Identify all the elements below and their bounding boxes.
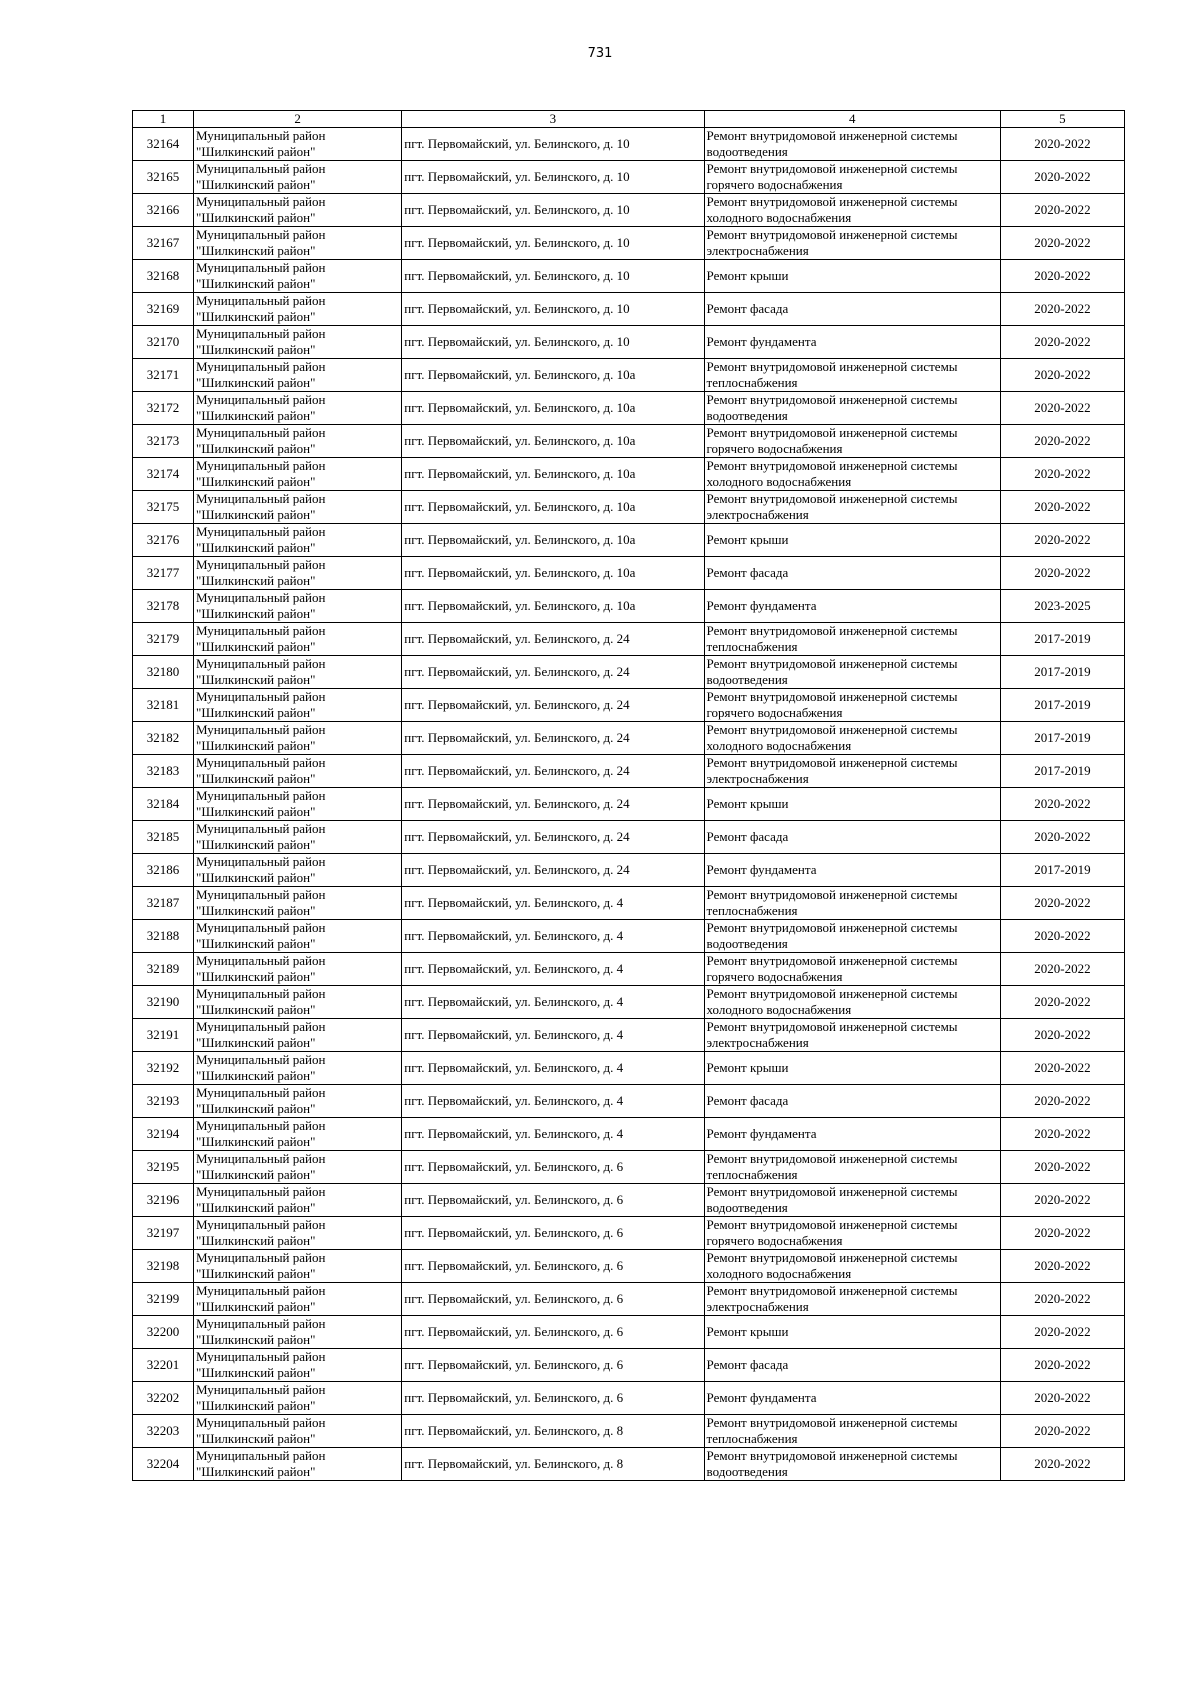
address-cell: пгт. Первомайский, ул. Белинского, д. 24 <box>402 788 704 821</box>
address-cell: пгт. Первомайский, ул. Белинского, д. 6 <box>402 1316 704 1349</box>
work-type-cell: Ремонт крыши <box>704 524 1000 557</box>
period-cell: 2020-2022 <box>1000 326 1124 359</box>
district-cell: Муниципальный район "Шилкинский район" <box>194 194 402 227</box>
work-type-cell: Ремонт внутридомовой инженерной системы водоотведения <box>704 1448 1000 1481</box>
row-number: 32186 <box>133 854 194 887</box>
district-cell: Муниципальный район "Шилкинский район" <box>194 755 402 788</box>
work-type-cell: Ремонт внутридомовой инженерной системы водоотведения <box>704 392 1000 425</box>
period-cell: 2020-2022 <box>1000 1415 1124 1448</box>
address-cell: пгт. Первомайский, ул. Белинского, д. 10 <box>402 194 704 227</box>
table-row <box>133 920 1125 953</box>
district-cell: Муниципальный район "Шилкинский район" <box>194 293 402 326</box>
work-type-cell: Ремонт внутридомовой инженерной системы горячего водоснабжения <box>704 689 1000 722</box>
address-cell: пгт. Первомайский, ул. Белинского, д. 6 <box>402 1151 704 1184</box>
row-number: 32196 <box>133 1184 194 1217</box>
row-number: 32195 <box>133 1151 194 1184</box>
table-row <box>133 194 1125 227</box>
address-cell: пгт. Первомайский, ул. Белинского, д. 10 <box>402 260 704 293</box>
district-cell: Муниципальный район "Шилкинский район" <box>194 425 402 458</box>
district-cell: Муниципальный район "Шилкинский район" <box>194 458 402 491</box>
address-cell: пгт. Первомайский, ул. Белинского, д. 10 <box>402 128 704 161</box>
address-cell: пгт. Первомайский, ул. Белинского, д. 10а <box>402 524 704 557</box>
district-cell: Муниципальный район "Шилкинский район" <box>194 1217 402 1250</box>
address-cell: пгт. Первомайский, ул. Белинского, д. 4 <box>402 1118 704 1151</box>
work-type-cell: Ремонт внутридомовой инженерной системы водоотведения <box>704 920 1000 953</box>
address-cell: пгт. Первомайский, ул. Белинского, д. 4 <box>402 986 704 1019</box>
table-row <box>133 689 1125 722</box>
district-cell: Муниципальный район "Шилкинский район" <box>194 722 402 755</box>
table-row <box>133 458 1125 491</box>
table-row <box>133 1184 1125 1217</box>
row-number: 32172 <box>133 392 194 425</box>
address-cell: пгт. Первомайский, ул. Белинского, д. 10а <box>402 491 704 524</box>
table-row <box>133 590 1125 623</box>
address-cell: пгт. Первомайский, ул. Белинского, д. 10а <box>402 425 704 458</box>
work-type-cell: Ремонт внутридомовой инженерной системы водоотведения <box>704 128 1000 161</box>
work-type-cell: Ремонт фундамента <box>704 590 1000 623</box>
district-cell: Муниципальный район "Шилкинский район" <box>194 1415 402 1448</box>
district-cell: Муниципальный район "Шилкинский район" <box>194 392 402 425</box>
work-type-cell: Ремонт внутридомовой инженерной системы электроснабжения <box>704 227 1000 260</box>
work-type-cell: Ремонт внутридомовой инженерной системы холодного водоснабжения <box>704 458 1000 491</box>
work-type-cell: Ремонт внутридомовой инженерной системы горячего водоснабжения <box>704 161 1000 194</box>
period-cell: 2020-2022 <box>1000 1151 1124 1184</box>
row-number: 32184 <box>133 788 194 821</box>
table-row <box>133 557 1125 590</box>
table-row <box>133 755 1125 788</box>
table-row <box>133 326 1125 359</box>
district-cell: Муниципальный район "Шилкинский район" <box>194 1448 402 1481</box>
district-cell: Муниципальный район "Шилкинский район" <box>194 1184 402 1217</box>
table-row <box>133 524 1125 557</box>
district-cell: Муниципальный район "Шилкинский район" <box>194 128 402 161</box>
period-cell: 2020-2022 <box>1000 1052 1124 1085</box>
column-header: 2 <box>194 111 402 128</box>
row-number: 32174 <box>133 458 194 491</box>
table-row <box>133 128 1125 161</box>
district-cell: Муниципальный район "Шилкинский район" <box>194 1316 402 1349</box>
table-row <box>133 821 1125 854</box>
period-cell: 2020-2022 <box>1000 887 1124 920</box>
row-number: 32200 <box>133 1316 194 1349</box>
table-row <box>133 1349 1125 1382</box>
address-cell: пгт. Первомайский, ул. Белинского, д. 4 <box>402 1085 704 1118</box>
work-type-cell: Ремонт внутридомовой инженерной системы теплоснабжения <box>704 359 1000 392</box>
period-cell: 2020-2022 <box>1000 524 1124 557</box>
work-type-cell: Ремонт внутридомовой инженерной системы холодного водоснабжения <box>704 722 1000 755</box>
period-cell: 2020-2022 <box>1000 1349 1124 1382</box>
address-cell: пгт. Первомайский, ул. Белинского, д. 10 <box>402 161 704 194</box>
table-row <box>133 1019 1125 1052</box>
table-row <box>133 1118 1125 1151</box>
work-type-cell: Ремонт внутридомовой инженерной системы теплоснабжения <box>704 887 1000 920</box>
table-row <box>133 392 1125 425</box>
row-number: 32180 <box>133 656 194 689</box>
row-number: 32179 <box>133 623 194 656</box>
district-cell: Муниципальный район "Шилкинский район" <box>194 689 402 722</box>
row-number: 32164 <box>133 128 194 161</box>
period-cell: 2020-2022 <box>1000 1316 1124 1349</box>
period-cell: 2020-2022 <box>1000 128 1124 161</box>
address-cell: пгт. Первомайский, ул. Белинского, д. 24 <box>402 689 704 722</box>
address-cell: пгт. Первомайский, ул. Белинского, д. 10 <box>402 227 704 260</box>
district-cell: Муниципальный район "Шилкинский район" <box>194 1019 402 1052</box>
work-type-cell: Ремонт крыши <box>704 1316 1000 1349</box>
column-header: 5 <box>1000 111 1124 128</box>
row-number: 32165 <box>133 161 194 194</box>
row-number: 32183 <box>133 755 194 788</box>
address-cell: пгт. Первомайский, ул. Белинского, д. 24 <box>402 722 704 755</box>
district-cell: Муниципальный район "Шилкинский район" <box>194 1283 402 1316</box>
table-row <box>133 425 1125 458</box>
row-number: 32201 <box>133 1349 194 1382</box>
table-row <box>133 1382 1125 1415</box>
address-cell: пгт. Первомайский, ул. Белинского, д. 6 <box>402 1250 704 1283</box>
row-number: 32171 <box>133 359 194 392</box>
address-cell: пгт. Первомайский, ул. Белинского, д. 24 <box>402 755 704 788</box>
period-cell: 2020-2022 <box>1000 1283 1124 1316</box>
period-cell: 2020-2022 <box>1000 821 1124 854</box>
district-cell: Муниципальный район "Шилкинский район" <box>194 1250 402 1283</box>
header-row <box>133 111 1125 128</box>
work-type-cell: Ремонт фасада <box>704 557 1000 590</box>
work-type-cell: Ремонт внутридомовой инженерной системы теплоснабжения <box>704 1415 1000 1448</box>
address-cell: пгт. Первомайский, ул. Белинского, д. 10а <box>402 458 704 491</box>
address-cell: пгт. Первомайский, ул. Белинского, д. 8 <box>402 1448 704 1481</box>
table-row <box>133 260 1125 293</box>
district-cell: Муниципальный район "Шилкинский район" <box>194 623 402 656</box>
work-type-cell: Ремонт внутридомовой инженерной системы теплоснабжения <box>704 623 1000 656</box>
row-number: 32202 <box>133 1382 194 1415</box>
period-cell: 2020-2022 <box>1000 194 1124 227</box>
work-type-cell: Ремонт фасада <box>704 1085 1000 1118</box>
row-number: 32177 <box>133 557 194 590</box>
period-cell: 2020-2022 <box>1000 1448 1124 1481</box>
row-number: 32175 <box>133 491 194 524</box>
row-number: 32185 <box>133 821 194 854</box>
address-cell: пгт. Первомайский, ул. Белинского, д. 10 <box>402 326 704 359</box>
district-cell: Муниципальный район "Шилкинский район" <box>194 1085 402 1118</box>
table-row <box>133 1085 1125 1118</box>
period-cell: 2020-2022 <box>1000 359 1124 392</box>
register-table <box>132 110 1125 1481</box>
table-body <box>133 128 1125 1481</box>
address-cell: пгт. Первомайский, ул. Белинского, д. 10а <box>402 557 704 590</box>
row-number: 32203 <box>133 1415 194 1448</box>
row-number: 32194 <box>133 1118 194 1151</box>
address-cell: пгт. Первомайский, ул. Белинского, д. 6 <box>402 1184 704 1217</box>
work-type-cell: Ремонт крыши <box>704 1052 1000 1085</box>
district-cell: Муниципальный район "Шилкинский район" <box>194 260 402 293</box>
district-cell: Муниципальный район "Шилкинский район" <box>194 491 402 524</box>
work-type-cell: Ремонт внутридомовой инженерной системы электроснабжения <box>704 1283 1000 1316</box>
period-cell: 2020-2022 <box>1000 986 1124 1019</box>
row-number: 32188 <box>133 920 194 953</box>
work-type-cell: Ремонт внутридомовой инженерной системы водоотведения <box>704 1184 1000 1217</box>
address-cell: пгт. Первомайский, ул. Белинского, д. 24 <box>402 656 704 689</box>
district-cell: Муниципальный район "Шилкинский район" <box>194 920 402 953</box>
work-type-cell: Ремонт внутридомовой инженерной системы горячего водоснабжения <box>704 425 1000 458</box>
district-cell: Муниципальный район "Шилкинский район" <box>194 887 402 920</box>
district-cell: Муниципальный район "Шилкинский район" <box>194 524 402 557</box>
table-row <box>133 1448 1125 1481</box>
table-row <box>133 722 1125 755</box>
work-type-cell: Ремонт внутридомовой инженерной системы холодного водоснабжения <box>704 194 1000 227</box>
table-header <box>133 111 1125 128</box>
row-number: 32193 <box>133 1085 194 1118</box>
work-type-cell: Ремонт фундамента <box>704 1382 1000 1415</box>
district-cell: Муниципальный район "Шилкинский район" <box>194 590 402 623</box>
table-row <box>133 854 1125 887</box>
district-cell: Муниципальный район "Шилкинский район" <box>194 854 402 887</box>
table-row <box>133 161 1125 194</box>
district-cell: Муниципальный район "Шилкинский район" <box>194 788 402 821</box>
period-cell: 2017-2019 <box>1000 656 1124 689</box>
district-cell: Муниципальный район "Шилкинский район" <box>194 326 402 359</box>
work-type-cell: Ремонт внутридомовой инженерной системы электроснабжения <box>704 491 1000 524</box>
address-cell: пгт. Первомайский, ул. Белинского, д. 4 <box>402 920 704 953</box>
row-number: 32191 <box>133 1019 194 1052</box>
page-number: 731 <box>587 46 613 61</box>
table-row <box>133 986 1125 1019</box>
table-row <box>133 953 1125 986</box>
row-number: 32170 <box>133 326 194 359</box>
address-cell: пгт. Первомайский, ул. Белинского, д. 10 <box>402 293 704 326</box>
table-row <box>133 293 1125 326</box>
address-cell: пгт. Первомайский, ул. Белинского, д. 24 <box>402 623 704 656</box>
address-cell: пгт. Первомайский, ул. Белинского, д. 4 <box>402 1052 704 1085</box>
column-header: 1 <box>133 111 194 128</box>
district-cell: Муниципальный район "Шилкинский район" <box>194 161 402 194</box>
work-type-cell: Ремонт внутридомовой инженерной системы электроснабжения <box>704 1019 1000 1052</box>
period-cell: 2017-2019 <box>1000 722 1124 755</box>
district-cell: Муниципальный район "Шилкинский район" <box>194 986 402 1019</box>
district-cell: Муниципальный район "Шилкинский район" <box>194 953 402 986</box>
row-number: 32173 <box>133 425 194 458</box>
table-row <box>133 1283 1125 1316</box>
row-number: 32199 <box>133 1283 194 1316</box>
table-row <box>133 1151 1125 1184</box>
row-number: 32189 <box>133 953 194 986</box>
table-row <box>133 1415 1125 1448</box>
work-type-cell: Ремонт внутридомовой инженерной системы водоотведения <box>704 656 1000 689</box>
table-row <box>133 227 1125 260</box>
row-number: 32198 <box>133 1250 194 1283</box>
period-cell: 2020-2022 <box>1000 1019 1124 1052</box>
address-cell: пгт. Первомайский, ул. Белинского, д. 6 <box>402 1349 704 1382</box>
period-cell: 2020-2022 <box>1000 1217 1124 1250</box>
row-number: 32169 <box>133 293 194 326</box>
address-cell: пгт. Первомайский, ул. Белинского, д. 4 <box>402 887 704 920</box>
period-cell: 2020-2022 <box>1000 557 1124 590</box>
address-cell: пгт. Первомайский, ул. Белинского, д. 10а <box>402 359 704 392</box>
table-row <box>133 491 1125 524</box>
period-cell: 2017-2019 <box>1000 755 1124 788</box>
work-type-cell: Ремонт крыши <box>704 788 1000 821</box>
row-number: 32176 <box>133 524 194 557</box>
table-row <box>133 788 1125 821</box>
address-cell: пгт. Первомайский, ул. Белинского, д. 6 <box>402 1382 704 1415</box>
work-type-cell: Ремонт внутридомовой инженерной системы электроснабжения <box>704 755 1000 788</box>
period-cell: 2020-2022 <box>1000 1184 1124 1217</box>
work-type-cell: Ремонт фундамента <box>704 326 1000 359</box>
period-cell: 2017-2019 <box>1000 689 1124 722</box>
row-number: 32181 <box>133 689 194 722</box>
work-type-cell: Ремонт внутридомовой инженерной системы горячего водоснабжения <box>704 953 1000 986</box>
table-row <box>133 1316 1125 1349</box>
period-cell: 2020-2022 <box>1000 260 1124 293</box>
row-number: 32178 <box>133 590 194 623</box>
row-number: 32204 <box>133 1448 194 1481</box>
table-row <box>133 887 1125 920</box>
period-cell: 2020-2022 <box>1000 392 1124 425</box>
row-number: 32187 <box>133 887 194 920</box>
table-row <box>133 1217 1125 1250</box>
period-cell: 2017-2019 <box>1000 623 1124 656</box>
work-type-cell: Ремонт фундамента <box>704 854 1000 887</box>
district-cell: Муниципальный район "Шилкинский район" <box>194 359 402 392</box>
row-number: 32168 <box>133 260 194 293</box>
table-row <box>133 1052 1125 1085</box>
address-cell: пгт. Первомайский, ул. Белинского, д. 10а <box>402 590 704 623</box>
district-cell: Муниципальный район "Шилкинский район" <box>194 1052 402 1085</box>
district-cell: Муниципальный район "Шилкинский район" <box>194 1382 402 1415</box>
period-cell: 2020-2022 <box>1000 425 1124 458</box>
table-row <box>133 1250 1125 1283</box>
district-cell: Муниципальный район "Шилкинский район" <box>194 227 402 260</box>
row-number: 32167 <box>133 227 194 260</box>
address-cell: пгт. Первомайский, ул. Белинского, д. 8 <box>402 1415 704 1448</box>
district-cell: Муниципальный район "Шилкинский район" <box>194 821 402 854</box>
period-cell: 2020-2022 <box>1000 227 1124 260</box>
work-type-cell: Ремонт фасада <box>704 821 1000 854</box>
work-type-cell: Ремонт внутридомовой инженерной системы холодного водоснабжения <box>704 1250 1000 1283</box>
address-cell: пгт. Первомайский, ул. Белинского, д. 6 <box>402 1283 704 1316</box>
period-cell: 2020-2022 <box>1000 491 1124 524</box>
period-cell: 2020-2022 <box>1000 161 1124 194</box>
table-row <box>133 359 1125 392</box>
row-number: 32182 <box>133 722 194 755</box>
column-header: 4 <box>704 111 1000 128</box>
period-cell: 2020-2022 <box>1000 1118 1124 1151</box>
work-type-cell: Ремонт внутридомовой инженерной системы холодного водоснабжения <box>704 986 1000 1019</box>
row-number: 32190 <box>133 986 194 1019</box>
period-cell: 2020-2022 <box>1000 1085 1124 1118</box>
period-cell: 2020-2022 <box>1000 1382 1124 1415</box>
column-header: 3 <box>402 111 704 128</box>
work-type-cell: Ремонт фасада <box>704 1349 1000 1382</box>
period-cell: 2023-2025 <box>1000 590 1124 623</box>
district-cell: Муниципальный район "Шилкинский район" <box>194 656 402 689</box>
period-cell: 2020-2022 <box>1000 458 1124 491</box>
work-type-cell: Ремонт крыши <box>704 260 1000 293</box>
district-cell: Муниципальный район "Шилкинский район" <box>194 1349 402 1382</box>
address-cell: пгт. Первомайский, ул. Белинского, д. 4 <box>402 1019 704 1052</box>
address-cell: пгт. Первомайский, ул. Белинского, д. 10а <box>402 392 704 425</box>
address-cell: пгт. Первомайский, ул. Белинского, д. 24 <box>402 821 704 854</box>
table-row <box>133 656 1125 689</box>
row-number: 32192 <box>133 1052 194 1085</box>
period-cell: 2020-2022 <box>1000 953 1124 986</box>
work-type-cell: Ремонт внутридомовой инженерной системы теплоснабжения <box>704 1151 1000 1184</box>
address-cell: пгт. Первомайский, ул. Белинского, д. 6 <box>402 1217 704 1250</box>
district-cell: Муниципальный район "Шилкинский район" <box>194 1118 402 1151</box>
period-cell: 2020-2022 <box>1000 293 1124 326</box>
period-cell: 2017-2019 <box>1000 854 1124 887</box>
address-cell: пгт. Первомайский, ул. Белинского, д. 24 <box>402 854 704 887</box>
work-type-cell: Ремонт фундамента <box>704 1118 1000 1151</box>
district-cell: Муниципальный район "Шилкинский район" <box>194 1151 402 1184</box>
work-type-cell: Ремонт внутридомовой инженерной системы горячего водоснабжения <box>704 1217 1000 1250</box>
period-cell: 2020-2022 <box>1000 920 1124 953</box>
address-cell: пгт. Первомайский, ул. Белинского, д. 4 <box>402 953 704 986</box>
row-number: 32197 <box>133 1217 194 1250</box>
period-cell: 2020-2022 <box>1000 1250 1124 1283</box>
row-number: 32166 <box>133 194 194 227</box>
work-type-cell: Ремонт фасада <box>704 293 1000 326</box>
period-cell: 2020-2022 <box>1000 788 1124 821</box>
table-row <box>133 623 1125 656</box>
district-cell: Муниципальный район "Шилкинский район" <box>194 557 402 590</box>
